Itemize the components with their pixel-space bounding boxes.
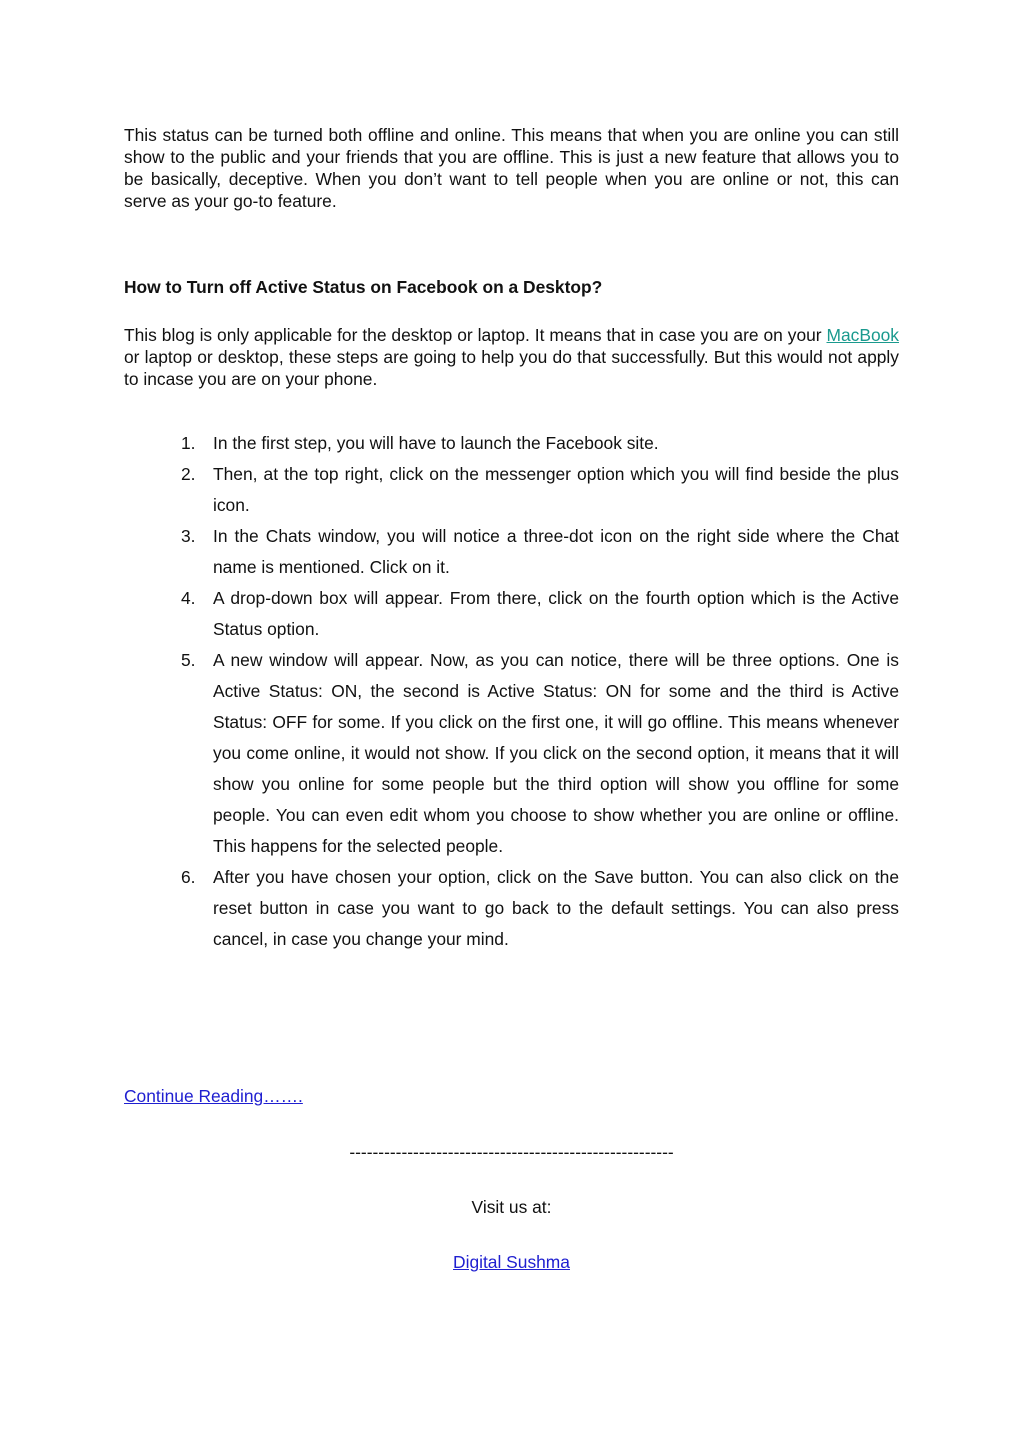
list-item [181, 428, 899, 459]
step-text: Then, at the top right, click on the messenger option which you will find beside the plus icon. [213, 464, 899, 515]
continue-reading-link[interactable]: Continue Reading……. [124, 1086, 303, 1106]
step-text: In the Chats window, you will notice a three-dot icon on the right side where the Chat name is mentioned. Click on it. [213, 526, 899, 577]
list-item [181, 583, 899, 645]
list-item [181, 459, 899, 521]
intro-paragraph: This status can be turned both offline and online. This means that when you are online you can still show to the public and your friends that you are offline. This is just a new feature that allows you to be basically, deceptive. When you don’t want to tell people when you are online or not, this can serve as your go-to feature. [124, 125, 899, 211]
digital-sushma-link[interactable]: Digital Sushma [453, 1252, 570, 1272]
list-item [181, 521, 899, 583]
list-item [181, 862, 899, 955]
visit-label: Visit us at: [471, 1197, 552, 1217]
divider: -------------------------------------------------------- [349, 1142, 674, 1162]
blog-paragraph-text-after: or laptop or desktop, these steps are going to help you do that successfully. But this would not apply to incase you are on your phone. [124, 347, 899, 389]
step-number: 4. [181, 588, 196, 608]
steps-list [181, 428, 899, 955]
section-heading: How to Turn off Active Status on Facebook on a Desktop? [124, 277, 603, 297]
step-number: 2. [181, 464, 196, 484]
step-number: 1. [181, 433, 196, 453]
macbook-link[interactable]: MacBook [826, 325, 899, 345]
blog-paragraph [124, 324, 899, 390]
step-text: In the first step, you will have to launch the Facebook site. [213, 433, 659, 453]
step-number: 3. [181, 526, 196, 546]
step-text: After you have chosen your option, click on the Save button. You can also click on the reset button in case you want to go back to the default settings. You can also press cancel, in case you change your mind. [213, 867, 899, 949]
step-text: A drop-down box will appear. From there, click on the fourth option which is the Active Status option. [213, 588, 899, 639]
blog-paragraph-text-before: This blog is only applicable for the desktop or laptop. It means that in case you are on your [124, 325, 827, 345]
step-text: A new window will appear. Now, as you can notice, there will be three options. One is Active Status: ON, the second is Active Status: ON for some and the third is Active Status: OFF for some. If you click on the first one, it will go offline. This means whenever you come online, it would not show. If you click on the second option, it means that it will show you online for some people but the third option will show you offline for some people. You can even edit whom you choose to show whether you are online or offline. This happens for the selected people. [213, 650, 899, 856]
site-link-container [0, 1251, 1023, 1273]
list-item [181, 645, 899, 862]
step-number: 5. [181, 650, 196, 670]
step-number: 6. [181, 867, 196, 887]
